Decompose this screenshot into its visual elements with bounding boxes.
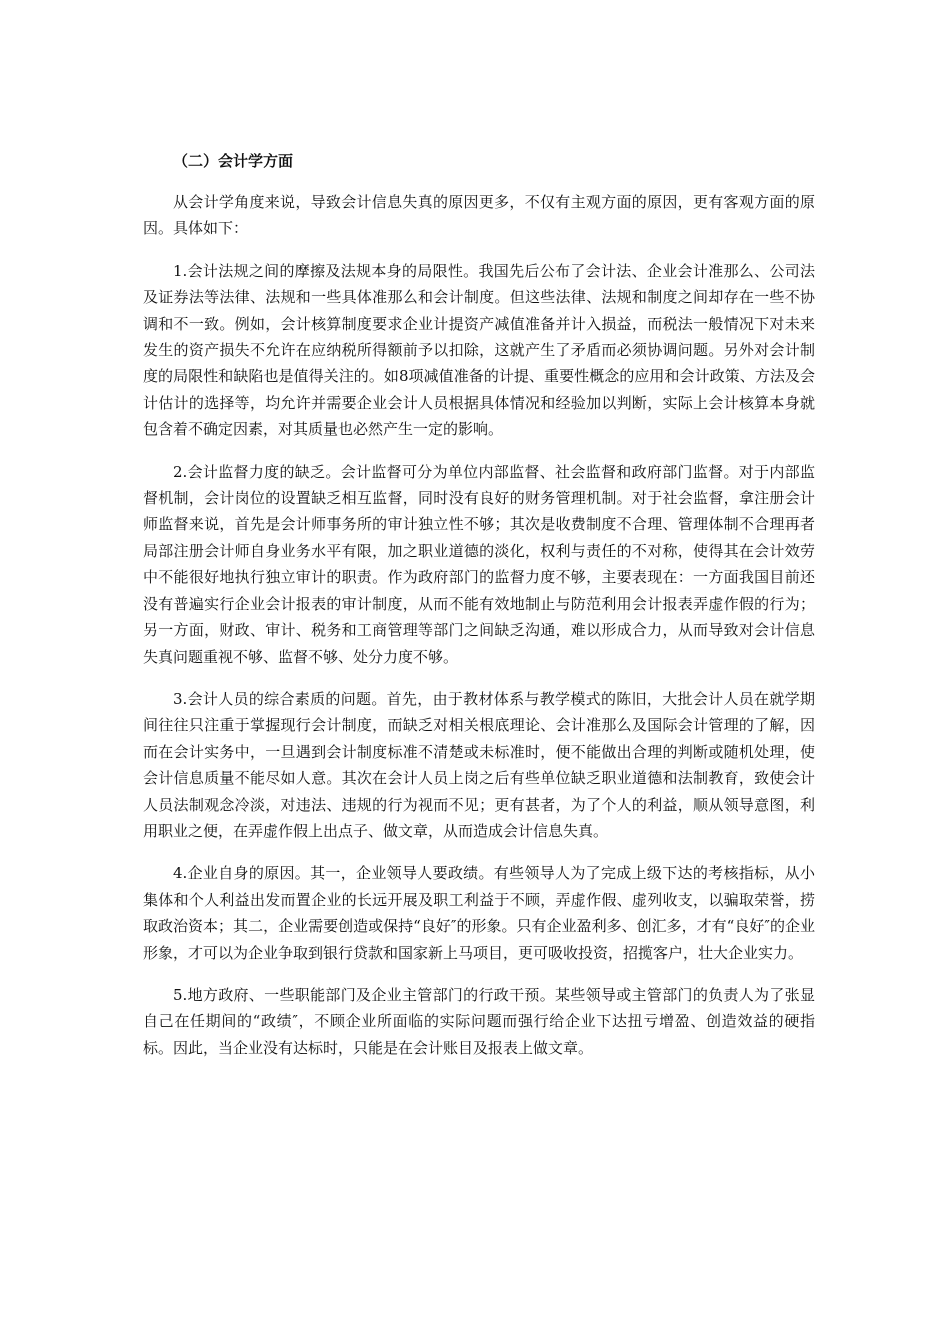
point-4-paragraph: 4.企业自身的原因。其一，企业领导人要政绩。有些领导人为了完成上级下达的考核指标，从小集体和个人利益出发而置企业的长远开展及职工利益于不顾，弄虚作假、虚列收支，以骗取荣誉，捞取政治资本；其二，企业需要创造或保持“良好″的形象。只有企业盈利多、创汇多，才有“良好″的企业形象，才可以为企业争取到银行贷款和国家新上马项目，更可吸收投资，招揽客户，壮大企业实力。	[143, 864, 815, 962]
section-heading: （二）会计学方面	[173, 152, 294, 170]
point-3-paragraph: 3.会计人员的综合素质的问题。首先，由于教材体系与教学模式的陈旧，大批会计人员在就学期间往往只注重于掌握现行会计制度，而缺乏对相关根底理论、会计准那么及国际会计管理的了解，因而在会计实务中，一旦遇到会计制度标准不清楚或未标准时，便不能做出合理的判断或随机处理，使会计信息质量不能尽如人意。其次在会计人员上岗之后有些单位缺乏职业道德和法制教育，致使会计人员法制观念冷淡，对违法、违规的行为视而不见；更有甚者，为了个人的利益，顺从领导意图，利用职业之便，在弄虚作假上出点子、做文章，从而造成会计信息失真。	[143, 689, 815, 840]
point-2-paragraph: 2.会计监督力度的缺乏。会计监督可分为单位内部监督、社会监督和政府部门监督。对于内部监督机制，会计岗位的设置缺乏相互监督，同时没有良好的财务管理机制。对于社会监督，拿注册会计师监督来说，首先是会计师事务所的审计独立性不够；其次是收费制度不合理、管理体制不合理再者局部注册会计师自身业务水平有限，加之职业道德的淡化，权利与责任的不对称，使得其在会计效劳中不能很好地执行独立审计的职责。作为政府部门的监督力度不够，主要表现在：一方面我国目前还没有普遍实行企业会计报表的审计制度，从而不能有效地制止与防范利用会计报表弄虚作假的行为；另一方面，财政、审计、税务和工商管理等部门之间缺乏沟通，难以形成合力，从而导致对会计信息失真问题重视不够、监督不够、处分力度不够。	[143, 462, 815, 666]
intro-paragraph: 从会计学角度来说，导致会计信息失真的原因更多，不仅有主观方面的原因，更有客观方面的原因。具体如下：	[143, 193, 815, 238]
document-page	[143, 150, 815, 1077]
point-1-paragraph: 1.会计法规之间的摩擦及法规本身的局限性。我国先后公布了会计法、企业会计准那么、公司法及证券法等法律、法规和一些具体准那么和会计制度。但这些法律、法规和制度之间却存在一些不协调和不一致。例如，会计核算制度要求企业计提资产减值准备并计入损益，而税法一般情况下对未来发生的资产损失不允许在应纳税所得额前予以扣除，这就产生了矛盾而必须协调问题。另外对会计制度的局限性和缺陷也是值得关注的。如8项减值准备的计提、重要性概念的应用和会计政策、方法及会计估计的选择等，均允许并需要企业会计人员根据具体情况和经验加以判断，实际上会计核算本身就包含着不确定因素，对其质量也必然产生一定的影响。	[143, 261, 815, 439]
point-5-paragraph: 5.地方政府、一些职能部门及企业主管部门的行政干预。某些领导或主管部门的负责人为了张显自己在任期间的“政绩″，不顾企业所面临的实际问题而强行给企业下达扭亏增盈、创造效益的硬指标。因此，当企业没有达标时，只能是在会计账目及报表上做文章。	[143, 985, 815, 1057]
